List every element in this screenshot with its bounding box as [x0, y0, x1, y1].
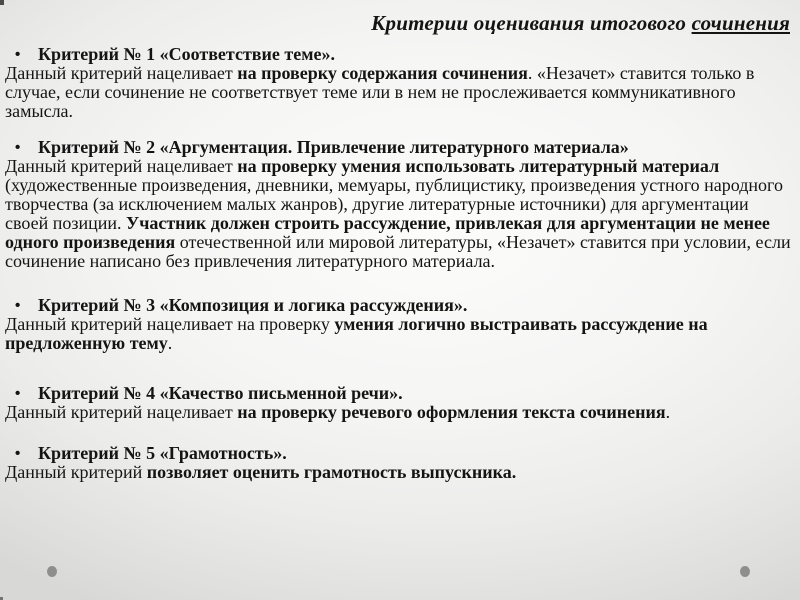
description-segment: . «Незачет» ставится только в случае, если сочинение не соответствует теме или в нем не прослеживается коммуникативного замысла. — [5, 63, 755, 121]
criterion-description — [5, 315, 793, 353]
criterion-section — [5, 296, 793, 353]
description-segment: Данный критерий — [5, 462, 147, 482]
criterion-section — [5, 444, 793, 482]
criterion-heading-text: Критерий № 3 «Композиция и логика рассуждения». — [38, 295, 468, 315]
criterion-heading-text: Критерий № 5 «Грамотность». — [38, 443, 287, 463]
description-segment: Данный критерий нацеливает — [5, 63, 238, 83]
bullet-icon: • — [15, 445, 21, 462]
description-segment: . — [665, 402, 671, 422]
slide-corner-mark-top-left — [0, 0, 4, 5]
slide-body — [5, 45, 793, 482]
criterion-heading — [5, 296, 793, 315]
bullet-icon: • — [15, 385, 21, 402]
criterion-heading-text: Критерий № 1 «Соответствие теме». — [38, 44, 335, 64]
criterion-section — [5, 45, 793, 121]
description-segment: Данный критерий нацеливает — [5, 402, 238, 422]
slide-title-underlined: сочинения — [691, 11, 790, 35]
bullet-icon: • — [15, 139, 21, 156]
description-bold-segment: на проверку речевого оформления текста сочинения — [237, 402, 666, 422]
nav-dot-right-icon — [740, 566, 750, 577]
description-segment: Данный критерий нацеливает — [5, 156, 238, 176]
criterion-section — [5, 384, 793, 422]
criterion-description — [5, 157, 793, 271]
criterion-heading — [5, 384, 793, 403]
description-bold-segment: на проверку умения использовать литературный материал — [237, 156, 720, 176]
description-bold-segment: умения логично выстраивать рассуждение на предложенную тему — [5, 314, 708, 353]
bullet-icon: • — [15, 297, 21, 314]
criterion-heading-text: Критерий № 4 «Качество письменной речи». — [38, 383, 403, 403]
criterion-heading — [5, 138, 793, 157]
description-segment: отечественной или мировой литературы, «Незачет» ставится при условии, если сочинение написано без привлечения литературного материала. — [5, 232, 791, 271]
description-segment: . — [167, 333, 173, 353]
description-bold-segment: позволяет оценить грамотность выпускника. — [146, 462, 517, 482]
criterion-heading — [5, 45, 793, 64]
bullet-icon: • — [15, 46, 21, 63]
slide-title — [371, 11, 790, 36]
criterion-section — [5, 138, 793, 271]
description-bold-segment: Участник должен строить рассуждение, привлекая для аргументации не менее одного произведения — [5, 213, 770, 252]
criterion-heading — [5, 444, 793, 463]
description-segment: Данный критерий нацеливает на проверку — [5, 314, 335, 334]
criterion-description — [5, 463, 793, 482]
description-bold-segment: на проверку содержания сочинения — [237, 63, 528, 83]
description-segment: (художественные произведения, дневники, мемуары, публицистику, произведения устного народного творчества (за исключением малых жанров), другие литературные источники) для аргументации своей позиции. — [5, 175, 783, 233]
criterion-description — [5, 64, 793, 121]
criterion-heading-text: Критерий № 2 «Аргументация. Привлечение литературного материала» — [38, 137, 629, 157]
nav-dot-left-icon — [47, 566, 57, 577]
criterion-description — [5, 403, 793, 422]
slide-title-main: Критерии оценивания итогового — [371, 11, 692, 35]
